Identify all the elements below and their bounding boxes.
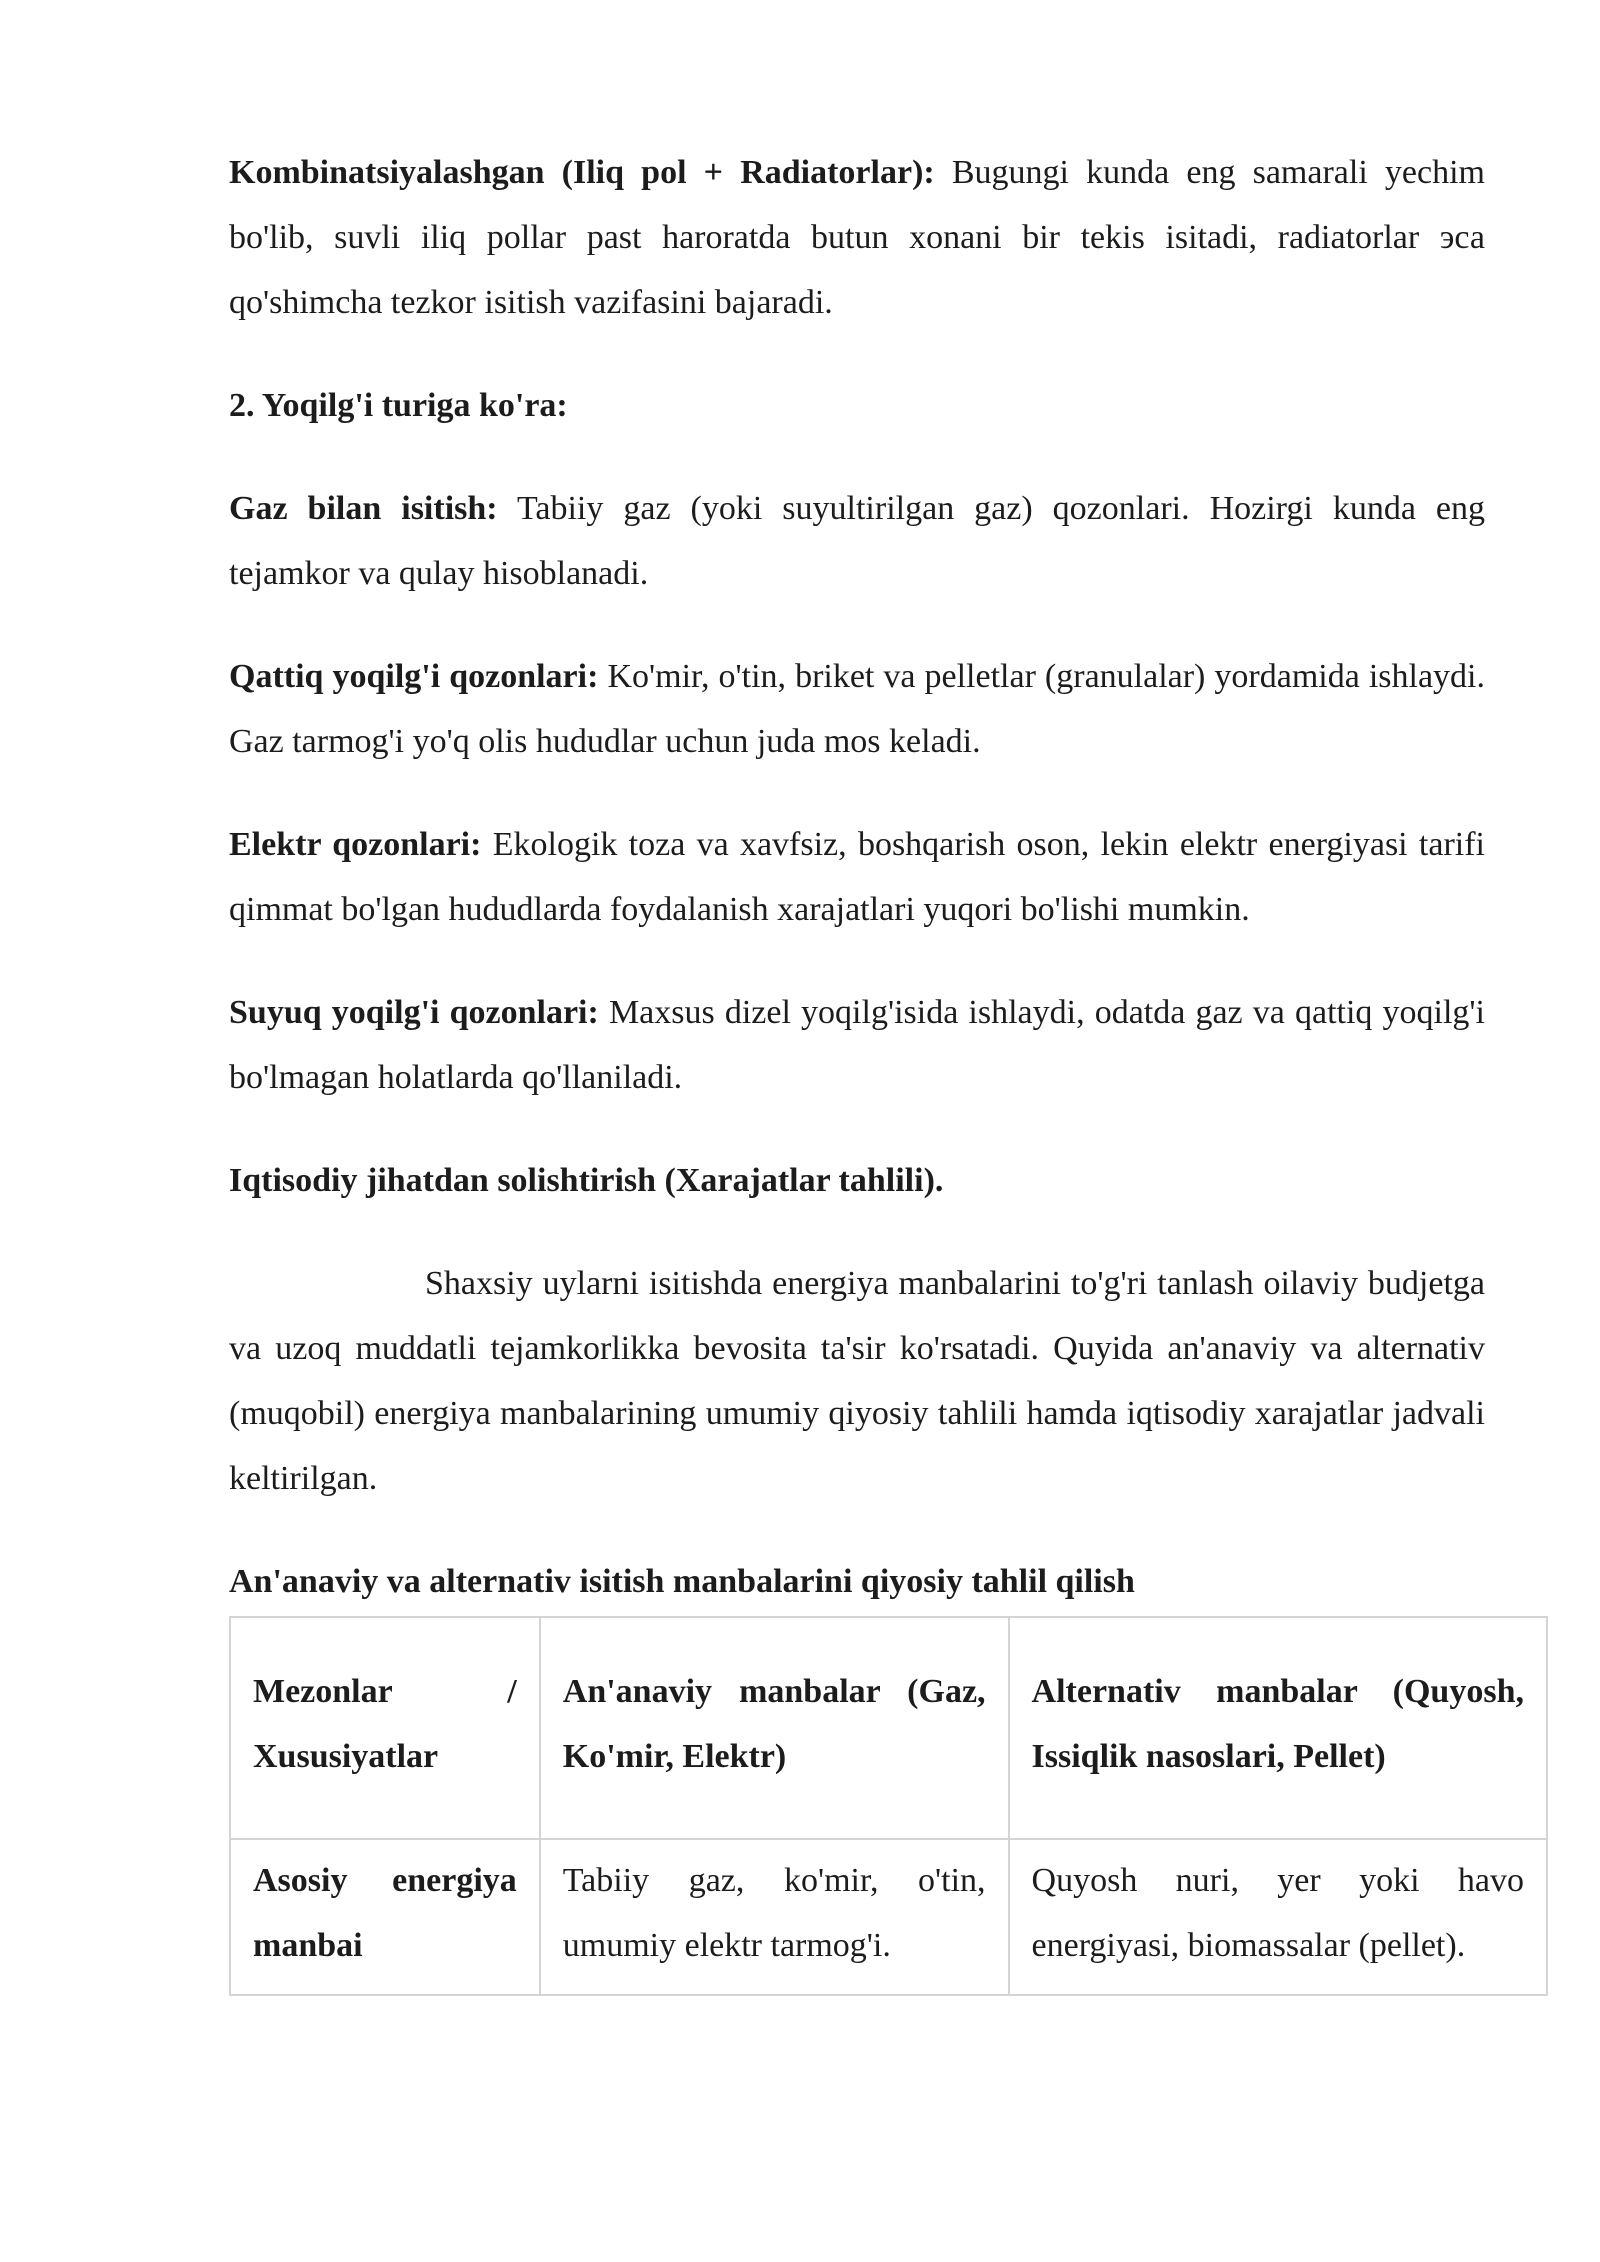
paragraph-gas-heating [229, 476, 1485, 606]
paragraph-liquid-fuel [229, 980, 1485, 1110]
table-header-traditional: An'anaviy manbalar (Gaz, Ko'mir, Elektr) [540, 1617, 1009, 1839]
paragraph-lead: Gaz bilan isitish: [229, 490, 498, 527]
table-header-alternative: Alternativ manbalar (Quyosh, Issiqlik nasoslari, Pellet) [1009, 1617, 1547, 1839]
paragraph-solid-fuel [229, 644, 1485, 774]
section-heading-economic: Iqtisodiy jihatdan solishtirish (Xarajatlar tahlili). [229, 1162, 944, 1199]
paragraph-text: Bugungi kunda eng samarali yechim bo'lib, suvli iliq pollar past haroratda butun xonani bir tekis isitadi, radiatorlar эса qo'shimcha tezkor isitish vazifasini bajaradi. [229, 154, 1486, 321]
section-heading-fuel-type: 2. Yoqilg'i turiga ko'ra: [229, 387, 568, 424]
paragraph-intro: Shaxsiy uylarni isitishda energiya manbalarini to'g'ri tanlash oilaviy budjetga va uzoq muddatli tejamkorlikka bevosita ta'sir ko'rsatadi. Quyida an'anaviy va alternativ (muqobil) energiya manbalarining umumiy qiyosiy tahlili hamda iqtisodiy xarajatlar jadvali keltirilgan. [229, 1265, 1485, 1497]
paragraph-combined-heating [229, 140, 1485, 335]
table-title: An'anaviy va alternativ isitish manbalarini qiyosiy tahlil qilish [229, 1563, 1135, 1600]
paragraph-lead: Elektr qozonlari: [229, 826, 482, 863]
paragraph-lead: Qattiq yoqilg'i qozonlari: [229, 658, 599, 695]
paragraph-lead: Suyuq yoqilg'i qozonlari: [229, 994, 599, 1031]
paragraph-text: Tabiiy gaz (yoki suyultirilgan gaz) qozonlari. Hozirgi kunda eng tejamkor va qulay hisoblanadi. [229, 490, 1486, 592]
paragraph-lead: Kombinatsiyalashgan (Iliq pol + Radiatorlar): [229, 154, 935, 191]
table-header-row [230, 1617, 1547, 1839]
paragraph-text: Maxsus dizel yoqilg'isida ishlaydi, odatda gaz va qattiq yoqilg'i bo'lmagan holatlarda qo'llaniladi. [229, 994, 1485, 1096]
comparison-table [229, 1616, 1548, 1996]
table-row [230, 1839, 1547, 1995]
table-cell-traditional: Tabiiy gaz, ko'mir, o'tin, umumiy elektr tarmog'i. [540, 1839, 1009, 1995]
table-cell-alternative: Quyosh nuri, yer yoki havo energiyasi, biomassalar (pellet). [1009, 1839, 1547, 1995]
paragraph-text: Ekologik toza va xavfsiz, boshqarish oson, lekin elektr energiyasi tarifi qimmat bo'lgan hududlarda foydalanish xarajatlari yuqori bo'lishi mumkin. [229, 826, 1485, 928]
document-page [229, 140, 1524, 1996]
paragraph-text: Ko'mir, o'tin, briket va pelletlar (granulalar) yordamida ishlaydi. Gaz tarmog'i yo'q olis hududlar uchun juda mos keladi. [229, 658, 1485, 760]
paragraph-electric-boilers [229, 812, 1485, 942]
table-header-criteria: Mezonlar / Xususiyatlar [230, 1617, 540, 1839]
table-cell-label: Asosiy energiya manbai [230, 1839, 540, 1995]
